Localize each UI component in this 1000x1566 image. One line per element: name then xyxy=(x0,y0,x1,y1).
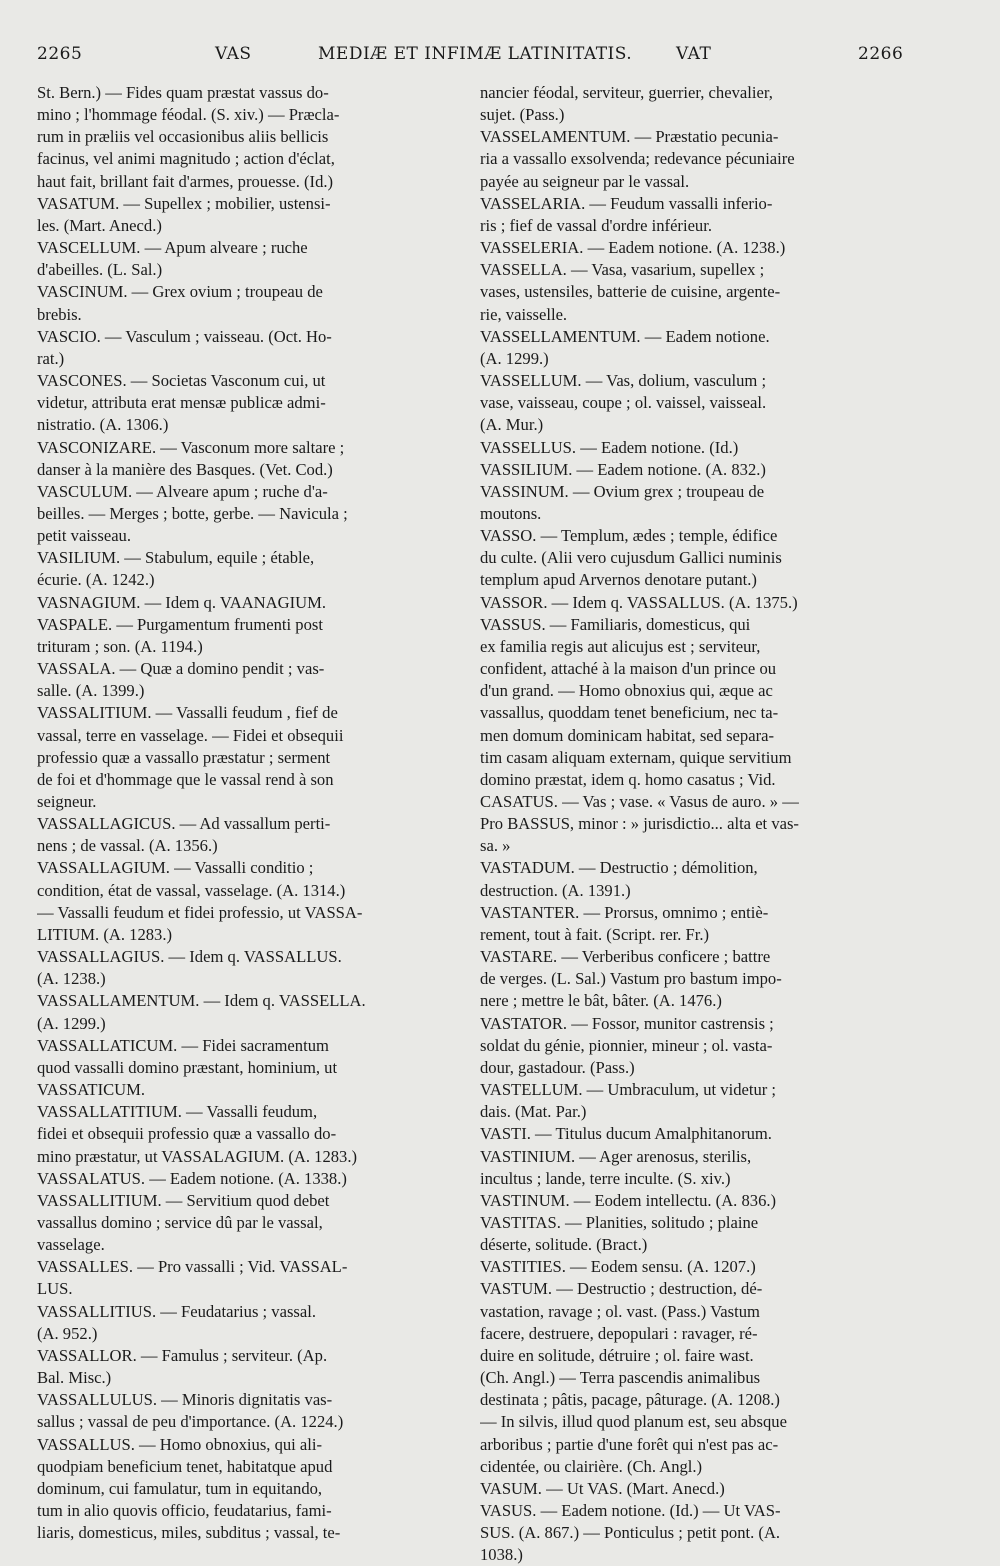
text-line: men domum dominicam habitat, sed separa- xyxy=(480,725,774,745)
text-line: facere, destruere, depopulari : ravager, ré- xyxy=(480,1323,758,1343)
text-line: VASSALLATITIUM. — Vassalli feudum, xyxy=(37,1102,318,1122)
text-line: VASCONIZARE. — Vasconum more saltare ; xyxy=(37,437,345,457)
text-line: vases, ustensiles, batterie de cuisine, argente- xyxy=(480,282,781,302)
text-line: vassal, terre en vasselage. — Fidei et obsequii xyxy=(37,725,344,745)
text-line: SUS. (A. 867.) — Ponticulus ; petit pont. (A. xyxy=(480,1523,781,1543)
running-header xyxy=(0,44,1000,72)
text-line: sujet. (Pass.) xyxy=(480,105,565,125)
text-line: arboribus ; partie d'une forêt qui n'est pas ac- xyxy=(480,1434,779,1454)
text-line: (Ch. Angl.) — Terra pascendis animalibus xyxy=(480,1368,761,1388)
text-line: VASSALLITIUS. — Feudatarius ; vassal. xyxy=(37,1301,317,1321)
text-line: VASSALLULUS. — Minoris dignitatis vas- xyxy=(37,1390,333,1410)
text-line: VASSUS. — Familiaris, domesticus, qui xyxy=(480,614,751,634)
text-line: VASSALA. — Quæ a domino pendit ; vas- xyxy=(37,659,325,679)
page-number-right: 2266 xyxy=(858,44,904,64)
text-line: VASSALLOR. — Famulus ; serviteur. (Ap. xyxy=(37,1345,328,1365)
header-title: MEDIÆ ET INFIMÆ LATINITATIS. xyxy=(318,44,633,64)
text-line: CASATUS. — Vas ; vase. « Vasus de auro. » — xyxy=(480,792,799,811)
text-line: VASATUM. — Supellex ; mobilier, ustensi- xyxy=(37,193,331,213)
text-line: petit vaisseau. xyxy=(37,526,132,546)
text-line: professio quæ a vassallo præstatur ; serment xyxy=(37,747,331,767)
text-line: VASSELERIA. — Eadem notione. (A. 1238.) xyxy=(480,238,786,258)
text-line: VASTARE. — Verberibus conficere ; battre xyxy=(480,947,771,967)
text-line: d'abeilles. (L. Sal.) xyxy=(37,260,163,280)
text-line: rement, tout à fait. (Script. rer. Fr.) xyxy=(480,924,710,944)
text-line: Pro BASSUS, minor : » jurisdictio... alta et vas- xyxy=(480,814,799,834)
text-line: moutons. xyxy=(480,503,542,523)
text-line: fidei et obsequii professio quæ a vassallo do- xyxy=(37,1124,337,1144)
text-line: videtur, attributa erat mensæ publicæ admi- xyxy=(37,393,326,413)
text-line: dour, gastadour. (Pass.) xyxy=(480,1057,635,1077)
text-line: sa. » xyxy=(480,836,511,856)
text-line: (A. 952.) xyxy=(37,1323,98,1343)
text-line: condition, état de vassal, vasselage. (A. 1314.) xyxy=(37,880,346,900)
text-line: VASCINUM. — Grex ovium ; troupeau de xyxy=(37,282,323,302)
text-line: VASSALLAGICUS. — Ad vassallum perti- xyxy=(37,814,331,834)
text-line: rum in præliis vel occasionibus aliis bellicis xyxy=(37,127,329,147)
text-line: VASSELLUS. — Eadem notione. (Id.) xyxy=(480,437,739,457)
text-line: beilles. — Merges ; botte, gerbe. — Navicula ; xyxy=(37,503,348,523)
text-line: d'un grand. — Homo obnoxius qui, æque ac xyxy=(480,681,773,701)
text-line: de verges. (L. Sal.) Vastum pro bastum impo- xyxy=(480,969,782,989)
text-line: VASTI. — Titulus ducum Amalphitanorum. xyxy=(480,1124,772,1144)
text-line: VASSALLITIUM. — Servitium quod debet xyxy=(37,1190,330,1210)
text-line: de foi et d'hommage que le vassal rend à son xyxy=(37,769,334,789)
text-line: dominum, cui famulatur, tum in equitando, xyxy=(37,1478,323,1498)
text-line: VASSALLATICUM. — Fidei sacramentum xyxy=(37,1035,329,1055)
text-line: nens ; de vassal. (A. 1356.) xyxy=(37,836,218,856)
text-line: VASCULUM. — Alveare apum ; ruche d'a- xyxy=(37,481,328,501)
page-number-left: 2265 xyxy=(37,44,83,64)
text-line: VASSINUM. — Ovium grex ; troupeau de xyxy=(480,481,765,501)
text-line: vassallus, quoddam tenet beneficium, nec ta- xyxy=(480,703,779,723)
text-line: nistratio. (A. 1306.) xyxy=(37,415,169,435)
text-line: les. (Mart. Anecd.) xyxy=(37,215,162,235)
text-line: VASTITIES. — Eodem sensu. (A. 1207.) xyxy=(480,1257,756,1277)
text-line: VASSO. — Templum, ædes ; temple, édifice xyxy=(480,526,778,546)
text-line: nancier féodal, serviteur, guerrier, chevalier, xyxy=(480,83,773,102)
text-line: écurie. (A. 1242.) xyxy=(37,570,155,590)
header-word-right: VAT xyxy=(676,44,712,64)
text-line: VASCONES. — Societas Vasconum cui, ut xyxy=(37,371,326,391)
text-line: (A. 1299.) xyxy=(480,348,549,368)
text-line: VASSELLUM. — Vas, dolium, vasculum ; xyxy=(480,371,767,391)
text-line: (A. 1238.) xyxy=(37,969,106,989)
text-line: incultus ; lande, terre inculte. (S. xiv.) xyxy=(480,1168,731,1188)
text-line: facinus, vel animi magnitudo ; action d'éclat, xyxy=(37,149,335,169)
text-line: VASSELARIA. — Feudum vassalli inferio- xyxy=(480,193,773,213)
text-line: VASTATOR. — Fossor, munitor castrensis ; xyxy=(480,1013,774,1033)
text-line: VASUS. — Eadem notione. (Id.) — Ut VAS- xyxy=(480,1501,781,1520)
text-line: vasselage. xyxy=(37,1235,105,1255)
text-line: sallus ; vassal de peu d'importance. (A. 1224.) xyxy=(37,1412,344,1432)
text-line: VASCIO. — Vasculum ; vaisseau. (Oct. Ho- xyxy=(37,326,332,346)
text-line: nere ; mettre le bât, bâter. (A. 1476.) xyxy=(480,991,722,1011)
text-line: LUS. xyxy=(37,1279,73,1299)
text-line: VASTANTER. — Prorsus, omnimo ; entiè- xyxy=(480,902,769,922)
text-line: — Vassalli feudum et fidei professio, ut VASSA- xyxy=(37,902,363,922)
text-line: vastation, ravage ; ol. vast. (Pass.) Vastum xyxy=(480,1301,760,1321)
text-line: quod vassalli domino præstant, hominium, ut xyxy=(37,1057,338,1077)
text-line: VASTINUM. — Eodem intellectu. (A. 836.) xyxy=(480,1190,777,1210)
text-line: VASPALE. — Purgamentum frumenti post xyxy=(37,614,323,634)
text-line: tum in alio quovis officio, feudatarius, fami- xyxy=(37,1501,332,1520)
text-line: VASSALLUS. — Homo obnoxius, qui ali- xyxy=(37,1434,323,1454)
text-line: danser à la manière des Basques. (Vet. Cod.) xyxy=(37,459,333,479)
text-line: VASSATICUM. xyxy=(37,1080,146,1100)
text-line: VASSOR. — Idem q. VASSALLUS. (A. 1375.) xyxy=(480,592,798,612)
text-line: déserte, solitude. (Bract.) xyxy=(480,1235,648,1255)
text-line: VASSELLA. — Vasa, vasarium, supellex ; xyxy=(480,260,765,280)
text-line: haut fait, brillant fait d'armes, prouesse. (Id.) xyxy=(37,171,334,191)
text-line: VASTITAS. — Planities, solitudo ; plaine xyxy=(480,1212,759,1232)
text-line: vassallus domino ; service dû par le vassal, xyxy=(37,1212,323,1232)
text-line: VASILIUM. — Stabulum, equile ; étable, xyxy=(37,548,315,568)
text-line: LITIUM. (A. 1283.) xyxy=(37,924,173,944)
text-line: VASNAGIUM. — Idem q. VAANAGIUM. xyxy=(37,592,327,612)
text-line: 1038.) xyxy=(480,1545,523,1565)
text-line: St. Bern.) — Fides quam præstat vassus do- xyxy=(37,83,329,102)
text-line: VASSALLAGIUS. — Idem q. VASSALLUS. xyxy=(37,947,342,967)
header-word-left: VAS xyxy=(215,44,252,64)
text-line: seigneur. xyxy=(37,792,97,811)
text-line: ria a vassallo exsolvenda; redevance pécuniaire xyxy=(480,149,795,169)
text-line: destinata ; pâtis, pacage, pâturage. (A. 1208.) xyxy=(480,1390,780,1410)
text-line: dais. (Mat. Par.) xyxy=(480,1102,587,1122)
text-line: VASSALATUS. — Eadem notione. (A. 1338.) xyxy=(37,1168,347,1188)
text-line: liaris, domesticus, miles, subditus ; vassal, te- xyxy=(37,1523,341,1543)
text-line: VASSILIUM. — Eadem notione. (A. 832.) xyxy=(480,459,766,479)
text-line: tim casam aliquam externam, quique servitium xyxy=(480,747,792,767)
text-line: salle. (A. 1399.) xyxy=(37,681,145,701)
text-line: trituram ; son. (A. 1194.) xyxy=(37,636,203,656)
text-line: VASSALLES. — Pro vassalli ; Vid. VASSAL- xyxy=(37,1257,348,1277)
text-line: Bal. Misc.) xyxy=(37,1368,112,1388)
text-line: VASTUM. — Destructio ; destruction, dé- xyxy=(480,1279,763,1299)
text-line: rat.) xyxy=(37,348,65,368)
text-line: (A. 1299.) xyxy=(37,1013,106,1033)
text-line: confident, attaché à la maison d'un prince ou xyxy=(480,659,777,679)
text-line: soldat du génie, pionnier, mineur ; ol. vasta- xyxy=(480,1035,773,1055)
text-line: duire en solitude, détruire ; ol. faire wast. xyxy=(480,1345,754,1365)
text-line: VASCELLUM. — Apum alveare ; ruche xyxy=(37,238,308,258)
text-line: du culte. (Alii vero cujusdum Gallici numinis xyxy=(480,548,782,568)
text-line: VASSALLAMENTUM. — Idem q. VASSELLA. xyxy=(37,991,366,1011)
text-line: ris ; fief de vassal d'ordre inférieur. xyxy=(480,215,712,235)
text-line: (A. Mur.) xyxy=(480,415,544,435)
text-line: ex familia regis aut alicujus est ; serviteur, xyxy=(480,636,761,656)
text-line: cidentée, ou clairière. (Ch. Angl.) xyxy=(480,1456,703,1476)
text-line: quodpiam beneficium tenet, habitatque apud xyxy=(37,1456,333,1476)
text-line: VASTADUM. — Destructio ; démolition, xyxy=(480,858,758,878)
text-line: brebis. xyxy=(37,304,82,324)
text-line: VASSELLAMENTUM. — Eadem notione. xyxy=(480,326,770,346)
text-line: templum apud Arvernos denotare putant.) xyxy=(480,570,757,590)
left-column xyxy=(37,82,457,1544)
text-line: destruction. (A. 1391.) xyxy=(480,880,631,900)
text-line: rie, vaisselle. xyxy=(480,304,568,324)
text-line: VASSALITIUM. — Vassalli feudum , fief de xyxy=(37,703,338,723)
text-line: payée au seigneur par le vassal. xyxy=(480,171,690,191)
text-line: VASTINIUM. — Ager arenosus, sterilis, xyxy=(480,1146,752,1166)
right-column xyxy=(480,82,900,1566)
text-line: VASSELAMENTUM. — Præstatio pecunia- xyxy=(480,127,779,147)
text-line: mino ; l'hommage féodal. (S. xiv.) — Præcla- xyxy=(37,105,340,125)
text-line: VASSALLAGIUM. — Vassalli conditio ; xyxy=(37,858,314,878)
text-line: VASUM. — Ut VAS. (Mart. Anecd.) xyxy=(480,1478,725,1498)
text-line: mino præstatur, ut VASSALAGIUM. (A. 1283.) xyxy=(37,1146,358,1166)
text-line: VASTELLUM. — Umbraculum, ut videtur ; xyxy=(480,1080,777,1100)
text-line: vase, vaisseau, coupe ; ol. vaissel, vaisseal. xyxy=(480,393,767,413)
text-line: domino præstat, idem q. homo casatus ; Vid. xyxy=(480,769,776,789)
text-line: — In silvis, illud quod planum est, seu absque xyxy=(480,1412,787,1432)
